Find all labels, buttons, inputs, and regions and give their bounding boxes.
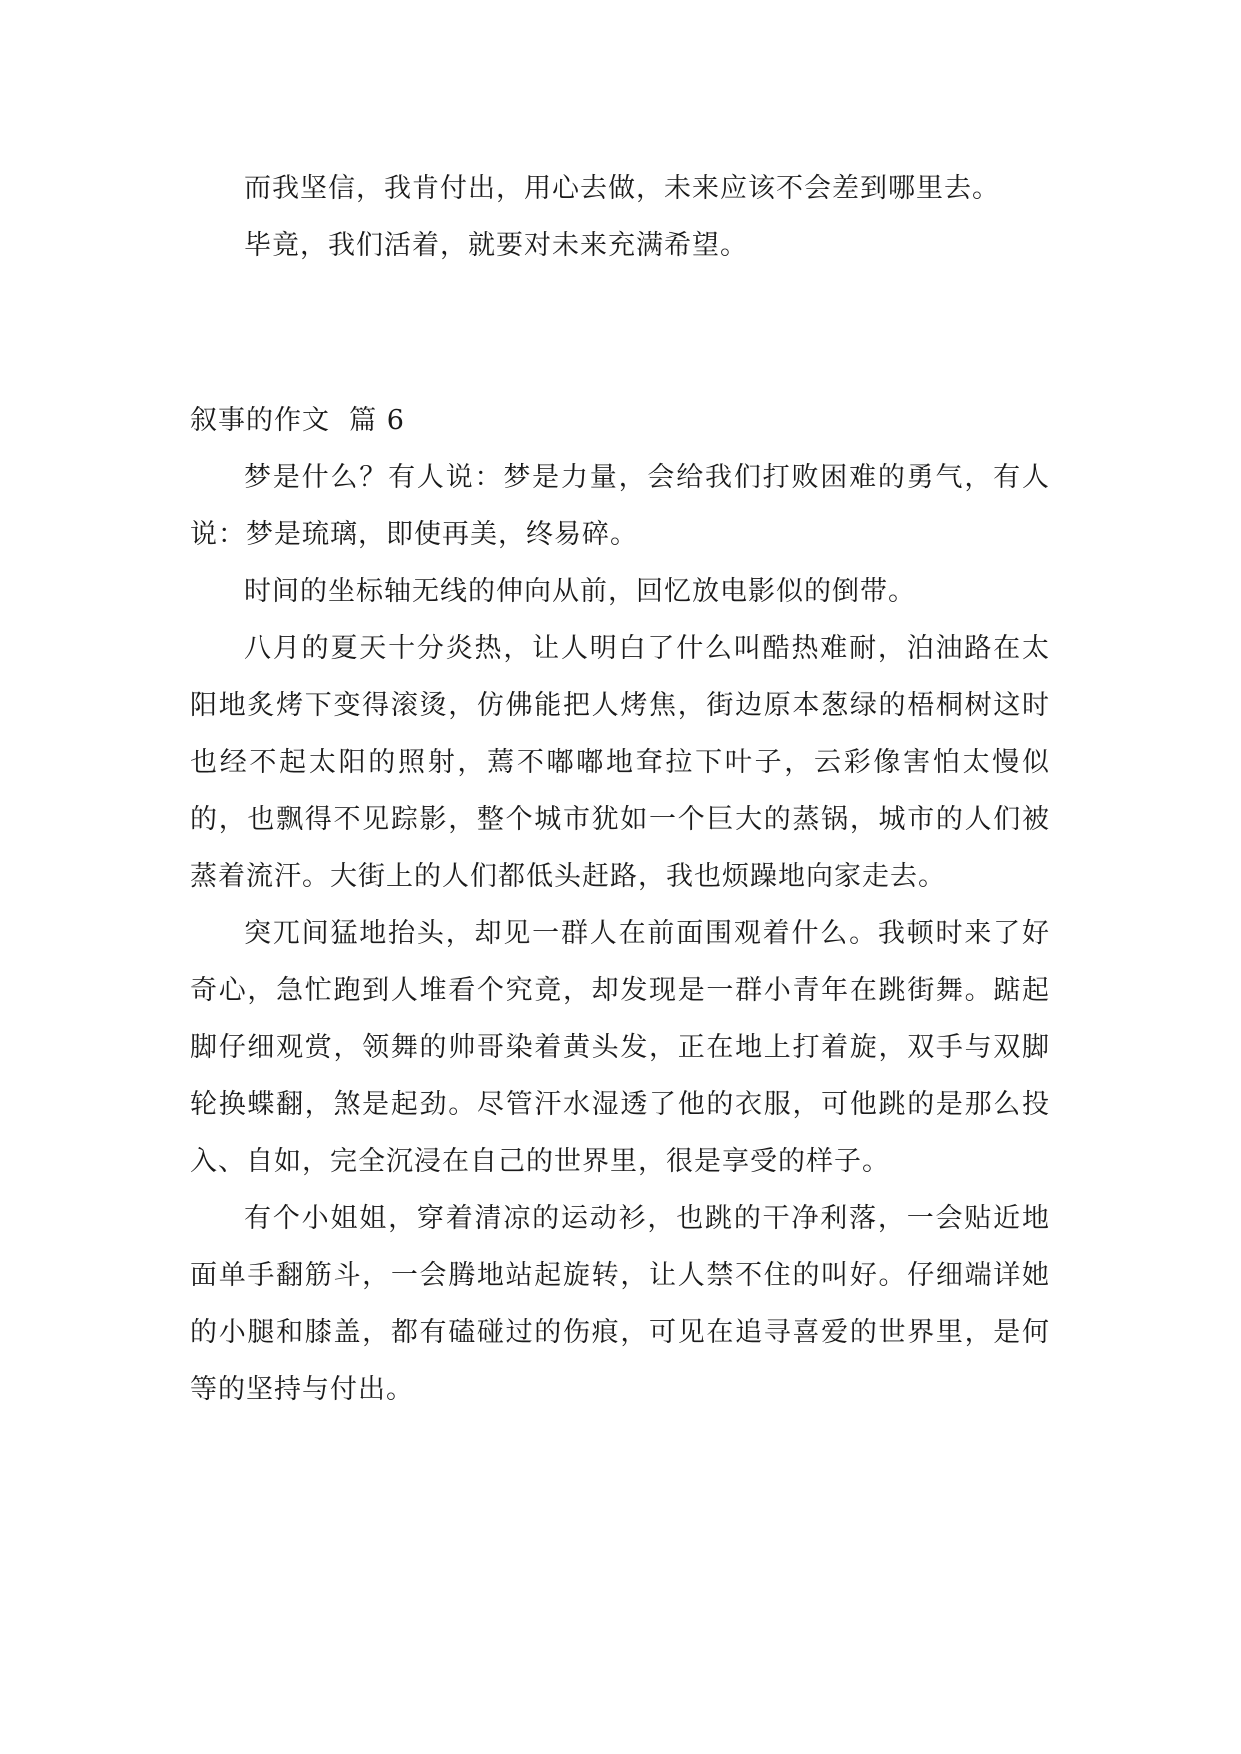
essay-section-6 [190,392,1050,1418]
paragraph: 梦是什么？有人说：梦是力量，会给我们打败困难的勇气，有人说：梦是琉璃，即使再美，终易碎。 [190,462,1050,550]
paragraph: 毕竟，我们活着，就要对未来充满希望。 [244,230,748,261]
previous-section-ending [190,160,1050,274]
paragraph: 突兀间猛地抬头，却见一群人在前面围观着什么。我顿时来了好奇心，急忙跑到人堆看个究竟，却发现是一群小青年在跳街舞。踮起脚仔细观赏，领舞的帅哥染着黄头发，正在地上打着旋，双手与双脚轮换蝶翻，煞是起劲。尽管汗水湿透了他的衣服，可他跳的是那么投入、自如，完全沉浸在自己的世界里，很是享受的样子。 [190,918,1050,1177]
paragraph: 八月的夏天十分炎热，让人明白了什么叫酷热难耐，泊油路在太阳地炙烤下变得滚烫，仿佛能把人烤焦，街边原本葱绿的梧桐树这时也经不起太阳的照射，蔫不嘟嘟地耷拉下叶子，云彩像害怕太慢似的，也飘得不见踪影，整个城市犹如一个巨大的蒸锅，城市的人们被蒸着流汗。大街上的人们都低头赶路，我也烦躁地向家走去。 [190,633,1050,892]
paragraph: 而我坚信，我肯付出，用心去做，未来应该不会差到哪里去。 [244,173,1000,204]
paragraph: 有个小姐姐，穿着清凉的运动衫，也跳的干净利落，一会贴近地面单手翻筋斗，一会腾地站起旋转，让人禁不住的叫好。仔细端详她的小腿和膝盖，都有磕碰过的伤痕，可见在追寻喜爱的世界里，是何等的坚持与付出。 [190,1203,1050,1405]
paragraph: 时间的坐标轴无线的伸向从前，回忆放电影似的倒带。 [244,576,916,607]
section-heading: 叙事的作文 篇 6 [190,405,405,436]
